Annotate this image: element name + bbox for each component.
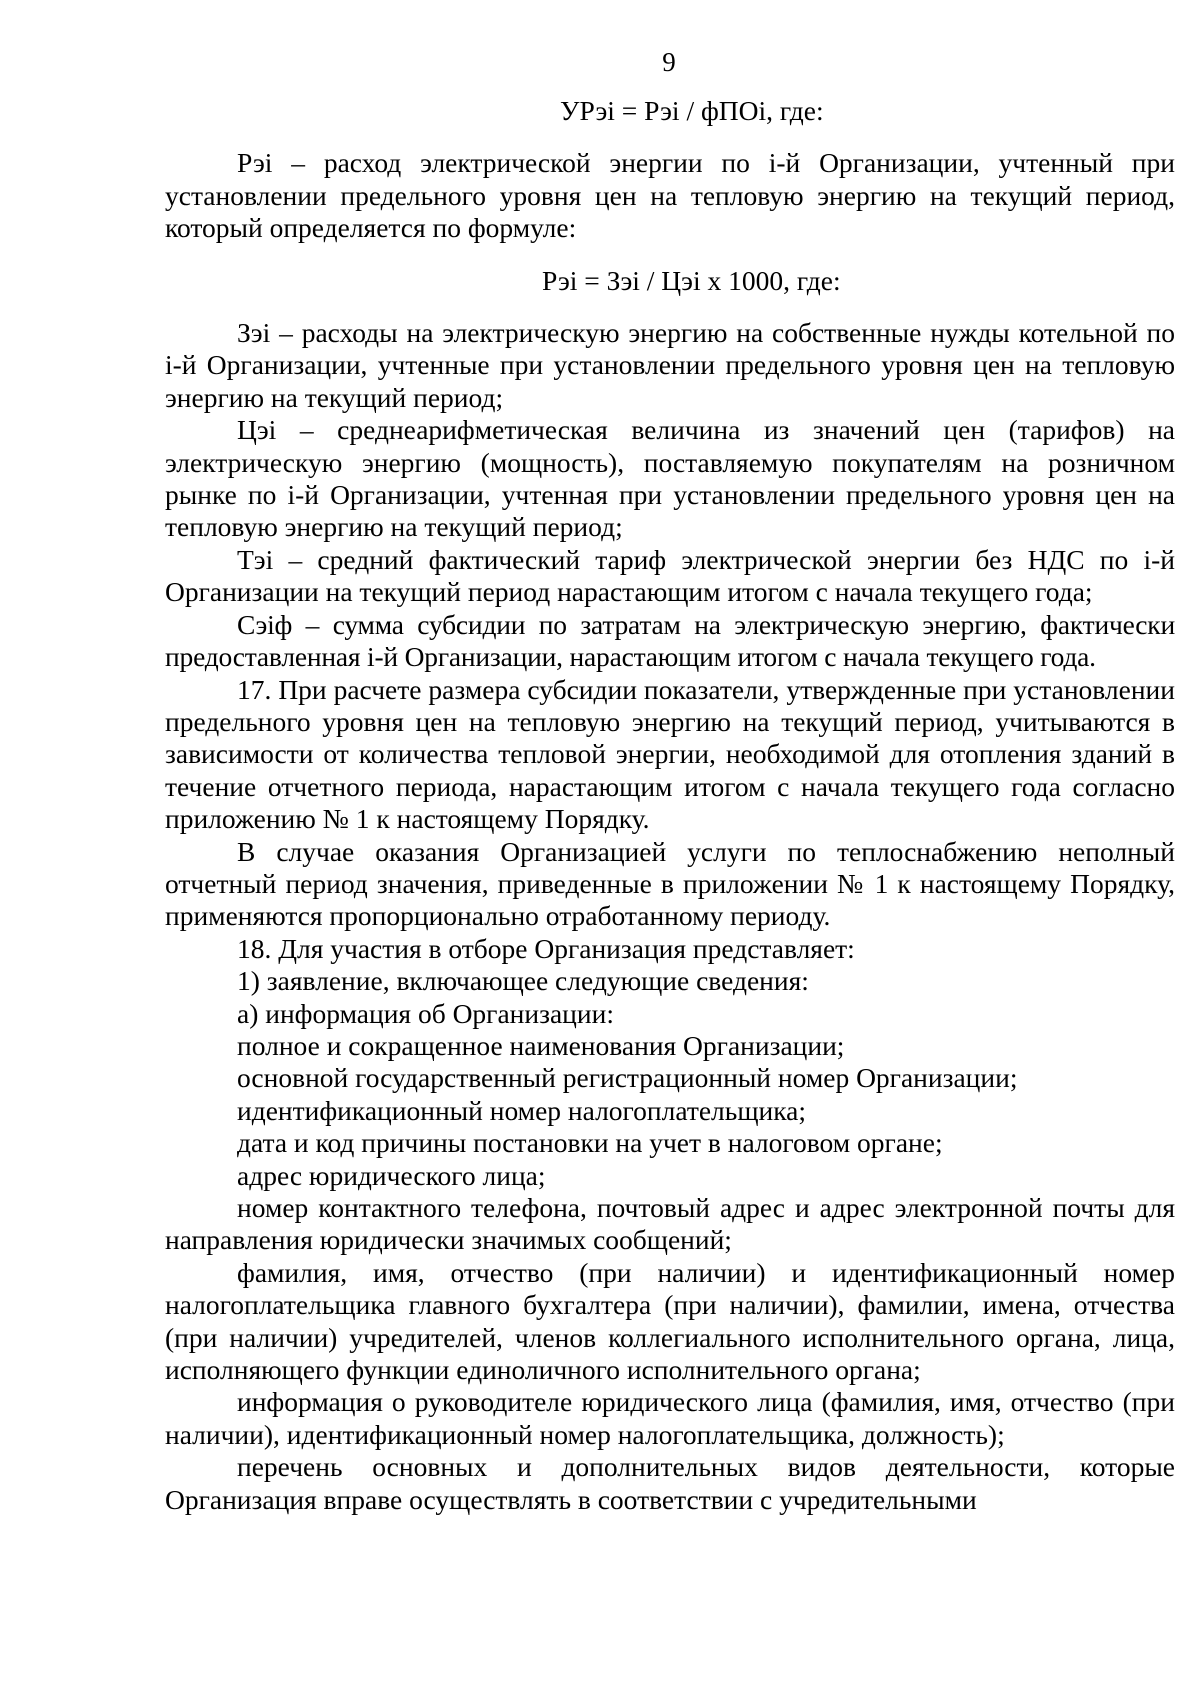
- paragraph-ze-definition: Зэi – расходы на электрическую энергию на собственные нужды котельной по i-й Организации, учтенные при установлении предельного уровня цен на тепловую энергию на текущий период;: [165, 317, 1175, 413]
- formula-ure: УРэi = Рэi / фПОi, где:: [560, 95, 824, 126]
- paragraph-re-definition: Рэi – расход электрической энергии по i-й Организации, учтенный при установлении предельного уровня цен на тепловую энергию на текущий период, который определяется по формуле:: [165, 147, 1175, 244]
- paragraph-te-definition: Тэi – средний фактический тариф электрической энергии без НДС по i-й Организации на текущий период нарастающим итогом с начала текущего года;: [165, 543, 1175, 608]
- paragraph-registration-date: дата и код причины постановки на учет в налоговом органе;: [237, 1127, 943, 1159]
- page-number: 9: [662, 47, 676, 77]
- paragraph-org-info: а) информация об Организации:: [237, 997, 614, 1029]
- paragraph-legal-address: адрес юридического лица;: [237, 1159, 546, 1191]
- paragraph-tse-definition: Цэi – среднеарифметическая величина из значений цен (тарифов) на электрическую энергию (мощность), поставляемую покупателям на розничном рынке по i-й Организации, учтенная при установлении предельного уровня цен на тепловую энергию на текущий период;: [165, 414, 1175, 543]
- paragraph-sef-definition: Сэiф – сумма субсидии по затратам на электрическую энергию, фактически предоставленная i-й Организации, нарастающим итогом с начала текущего года.: [165, 608, 1175, 673]
- paragraph-org-name: полное и сокращенное наименования Организации;: [237, 1029, 845, 1061]
- paragraph-incomplete-period: В случае оказания Организацией услуги по теплоснабжению неполный отчетный период значения, приведенные в приложении № 1 к настоящему Порядку, применяются пропорционально отработанному периоду.: [165, 835, 1175, 932]
- paragraph-ogrn: основной государственный регистрационный номер Организации;: [237, 1062, 1018, 1094]
- paragraph-item-17: 17. При расчете размера субсидии показатели, утвержденные при установлении предельного уровня цен на тепловую энергию на текущий период, учитываются в зависимости от количества тепловой энергии, необходимой для отопления зданий в течение отчетного периода, нарастающим итогом с начала текущего года согласно приложению № 1 к настоящему Порядку.: [165, 673, 1175, 835]
- paragraph-application: 1) заявление, включающее следующие сведения:: [237, 965, 809, 997]
- paragraph-activities: перечень основных и дополнительных видов деятельности, которые Организация вправе осуществлять в соответствии с учредительными: [165, 1451, 1175, 1515]
- paragraph-contacts: номер контактного телефона, почтовый адрес и адрес электронной почты для направления юридически значимых сообщений;: [165, 1192, 1175, 1256]
- formula-re: Рэi = Зэi / Цэi x 1000, где:: [542, 264, 841, 296]
- paragraph-accountant-founders: фамилия, имя, отчество (при наличии) и идентификационный номер налогоплательщика главного бухгалтера (при наличии), фамилии, имена, отчества (при наличии) учредителей, членов коллегиального исполнительного органа, лица, исполняющего функции единоличного исполнительного органа;: [165, 1256, 1175, 1386]
- paragraph-item-18: 18. Для участия в отборе Организация представляет:: [237, 932, 855, 964]
- paragraph-inn: идентификационный номер налогоплательщика;: [237, 1094, 807, 1126]
- paragraph-head-info: информация о руководителе юридического лица (фамилия, имя, отчество (при наличии), идентификационный номер налогоплательщика, должность);: [165, 1386, 1175, 1450]
- document-body: [165, 95, 1175, 1516]
